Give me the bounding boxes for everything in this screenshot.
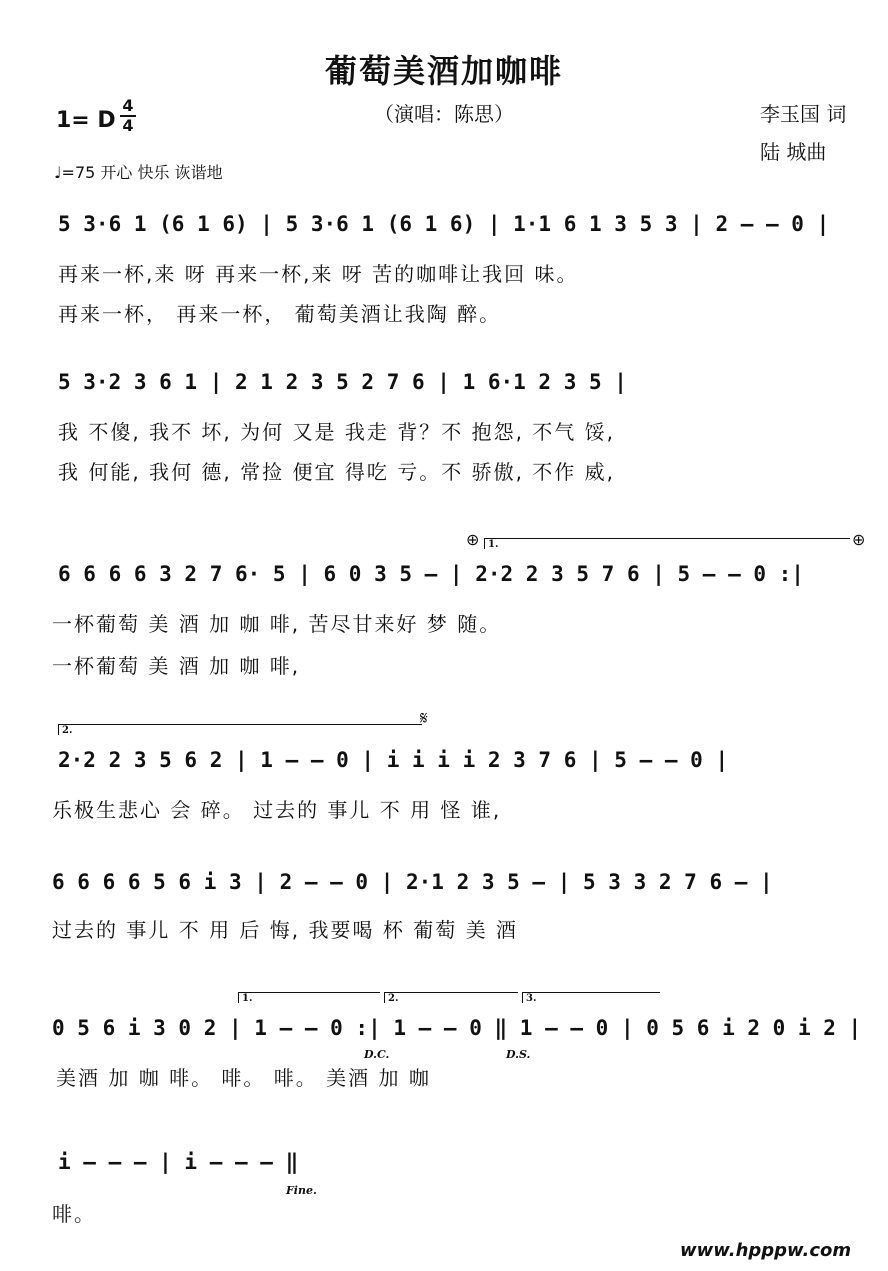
segno-mark: 𝄋 — [420, 708, 428, 729]
lyric-line-2a: 我 不傻, 我不 坏, 为何 又是 我走 背？不 抱怨, 不气 馁, — [58, 420, 616, 444]
volta-2-label: 2. — [62, 725, 73, 736]
volta-4-label: 2. — [388, 993, 399, 1004]
lyric-line-1b: 再来一杯， 再来一杯， 葡萄美酒让我陶 醉。 — [58, 302, 502, 326]
fine-mark: Fine. — [286, 1184, 317, 1197]
lyric-line-6a: 美酒 加 咖 啡。 啡。 啡。 美酒 加 咖 — [56, 1066, 431, 1090]
song-title: 葡萄美酒加咖啡 — [324, 52, 563, 90]
time-signature-bottom: 4 — [122, 116, 134, 135]
notation-line-1: 5 3·6 1 (6 1 6) | 5 3·6 1 (6 1 6) | 1·1 6 1 3 5 3 | 2 – – 0 | — [58, 212, 830, 236]
notation-line-7: i – – – | i – – – ‖ — [58, 1150, 299, 1174]
coda-mark-2: ⊕ — [852, 530, 866, 549]
performer-credit: （演唱：陈思） — [374, 102, 514, 126]
lyric-line-3a: 一杯葡萄 美 酒 加 咖 啡, 苦尽甘来好 梦 随。 — [52, 612, 502, 636]
volta-bracket-3 — [238, 992, 380, 1003]
volta-5-label: 3. — [526, 993, 537, 1004]
key-signature: 1= D — [56, 108, 116, 133]
tempo-marking: ♩=75 开心 快乐 诙谐地 — [54, 163, 223, 182]
time-signature — [120, 98, 136, 134]
volta-bracket-1 — [484, 538, 850, 549]
lyric-line-4a: 乐极生悲心 会 碎。 过去的 事儿 不 用 怪 谁, — [52, 798, 502, 822]
notation-line-6: 0 5 6 i 3 0 2 | 1 – – 0 :| 1 – – 0 ‖ 1 – – 0 | 0 5 6 i 2 0 i 2 | — [52, 1016, 862, 1040]
notation-line-3: 6 6 6 6 3 2 7 6· 5 | 6 0 3 5 – | 2·2 2 3 5 7 6 | 5 – – 0 :| — [58, 562, 804, 586]
volta-bracket-2 — [58, 724, 422, 735]
lyric-line-5a: 过去的 事儿 不 用 后 悔, 我要喝 杯 葡萄 美 酒 — [52, 918, 518, 942]
volta-1-label: 1. — [488, 539, 499, 550]
coda-mark-1: ⊕ — [466, 530, 480, 549]
dc-mark: D.C. — [364, 1048, 390, 1061]
notation-line-4: 2·2 2 3 5 6 2 | 1 – – 0 | i i i i 2 3 7 6 | 5 – – 0 | — [58, 748, 729, 772]
notation-line-5: 6 6 6 6 5 6 i 3 | 2 – – 0 | 2·1 2 3 5 – | 5 3 3 2 7 6 – | — [52, 870, 773, 894]
volta-bracket-4 — [384, 992, 518, 1003]
volta-3-label: 1. — [242, 993, 253, 1004]
lyricist-credit: 李玉国 词 — [760, 102, 847, 126]
lyric-line-7a: 啡。 — [52, 1202, 96, 1226]
volta-bracket-5 — [522, 992, 660, 1003]
ds-mark: D.S. — [506, 1048, 531, 1061]
lyric-line-3b: 一杯葡萄 美 酒 加 咖 啡, — [52, 654, 301, 678]
notation-line-2: 5 3·2 3 6 1 | 2 1 2 3 5 2 7 6 | 1 6·1 2 3 5 | — [58, 370, 627, 394]
site-watermark: www.hpppw.com — [680, 1240, 852, 1261]
composer-credit: 陆 城曲 — [760, 140, 827, 164]
lyric-line-1a: 再来一杯,来 呀 再来一杯,来 呀 苦的咖啡让我回 味。 — [58, 262, 579, 286]
time-signature-top: 4 — [122, 96, 134, 115]
lyric-line-2b: 我 何能, 我何 德, 常捡 便宜 得吃 亏。不 骄傲, 不作 威, — [58, 460, 616, 484]
